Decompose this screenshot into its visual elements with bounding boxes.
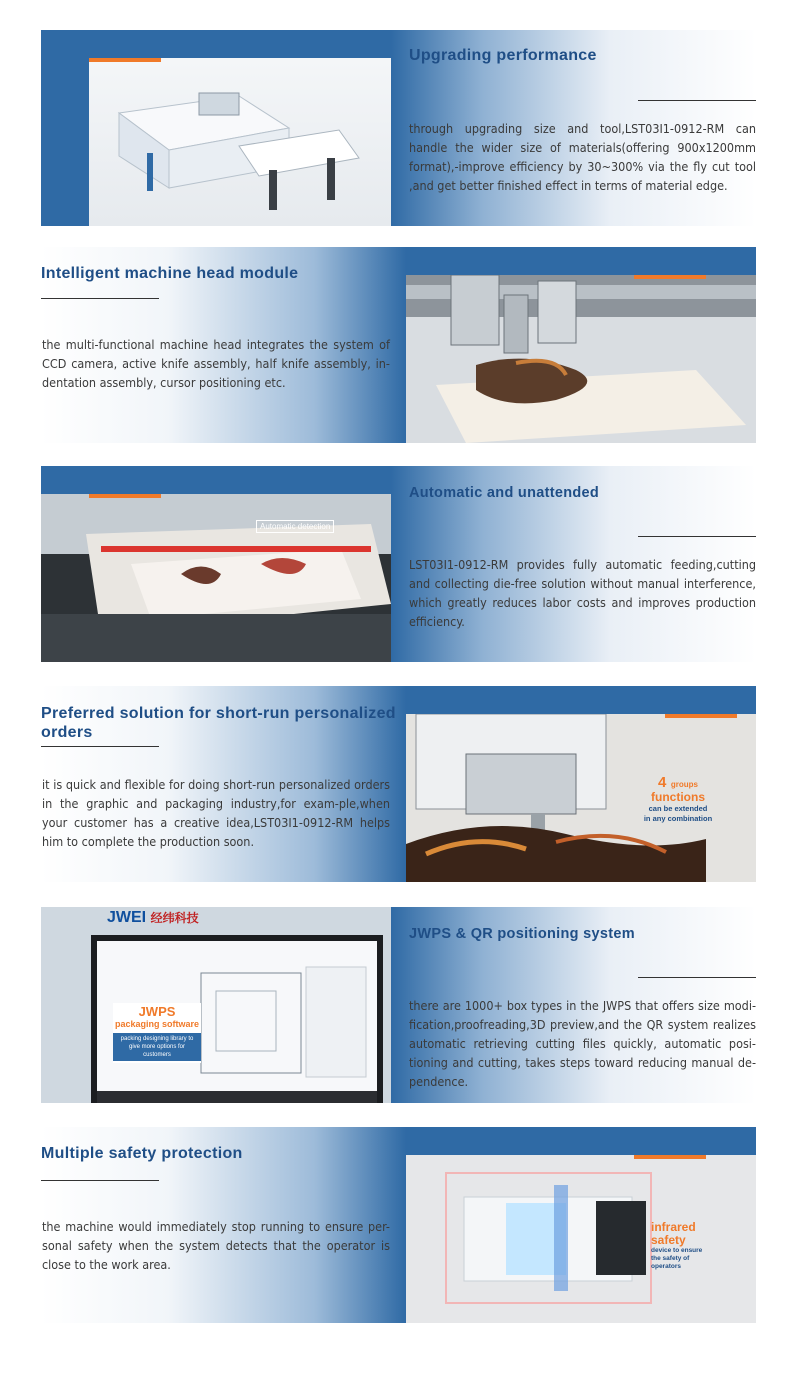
- section-text: LST03I1-0912-RM provides fully automatic feeding,cutting and collecting die-free solution without manual interference, which greatly reduces labor costs and improves production efficiency.: [409, 557, 756, 629]
- badge-line1: functions: [651, 790, 705, 804]
- title-rule: [638, 100, 756, 101]
- logo-cn: 经纬科技: [150, 911, 199, 925]
- accent-bar: [89, 494, 161, 498]
- section-jwps: [41, 907, 756, 1103]
- badge-line3: device to ensure the safety of operators: [651, 1247, 703, 1270]
- photo-label: Automatic detection: [256, 520, 334, 533]
- section-short-run: [41, 686, 756, 882]
- badge-line3: in any combination: [643, 814, 713, 823]
- section-title: Preferred solution for short-run personalized orders: [41, 705, 396, 741]
- badge-line2: safety: [651, 1233, 686, 1247]
- jwps-photo: [41, 907, 391, 1103]
- title-rule: [41, 1180, 159, 1181]
- title-rule: [638, 536, 756, 537]
- jwei-logo: [107, 909, 199, 927]
- badge-line2: can be extended: [648, 804, 708, 813]
- badge-unit: groups: [670, 780, 698, 789]
- automatic-photo: [41, 494, 391, 662]
- section-text: through upgrading size and tool,LST03I1-0912-RM can handle the wider size of materials(offering 900x1200mm format),-improve efficiency by 30~300% via the fly cut tool ,and get better finished effect in terms of material edge.: [409, 121, 756, 193]
- logo-text: JWEI: [107, 909, 147, 926]
- section-title: JWPS & QR positioning system: [409, 926, 635, 942]
- title-rule: [41, 298, 159, 299]
- machine-photo: [89, 58, 391, 226]
- section-safety: [41, 1127, 756, 1323]
- section-text: the machine would immediately stop running to ensure per-sonal safety when the system detects that the operator is close to the work area.: [42, 1219, 390, 1272]
- title-rule: [41, 746, 159, 747]
- functions-badge: [623, 776, 733, 824]
- jwps-badge: [113, 1003, 201, 1063]
- section-automatic: [41, 466, 756, 662]
- section-title: Automatic and unattended: [409, 485, 600, 501]
- section-upgrading-performance: [41, 30, 756, 226]
- section-text: it is quick and flexible for doing short-run personalized orders in the graphic and packaging industry,for exam-ple,when your customer has a creative idea,LST03I1-0912-RM helps him to complete the production soon.: [42, 777, 390, 849]
- machine-head-photo: [406, 275, 756, 443]
- accent-bar: [634, 275, 706, 279]
- infrared-badge: [651, 1221, 746, 1271]
- badge-number: 4: [658, 774, 667, 791]
- accent-bar: [634, 1155, 706, 1159]
- section-title: Intelligent machine head module: [41, 265, 299, 282]
- badge-line1: infrared: [651, 1220, 696, 1234]
- section-machine-head: [41, 247, 756, 443]
- section-text: there are 1000+ box types in the JWPS that offers size modi-fication,proofreading,3D preview,and the QR system realizes automatic retrieving cutting files quickly, automatic posi-tioning and cutting, takes steps toward reducing manual de-pendence.: [409, 998, 756, 1089]
- accent-bar: [665, 714, 737, 718]
- accent-bar: [89, 58, 161, 62]
- section-title: Multiple safety protection: [41, 1145, 243, 1162]
- section-text: the multi-functional machine head integrates the system of CCD camera, active knife assembly, half knife assembly, in-dentation assembly, cursor positioning etc.: [42, 337, 390, 390]
- title-rule: [638, 977, 756, 978]
- section-title: Upgrading performance: [409, 47, 597, 64]
- badge-title: JWPS: [138, 1004, 176, 1019]
- badge-sub: packaging software: [114, 1019, 200, 1029]
- badge-desc: packing designing library to give more options for customers: [113, 1033, 201, 1061]
